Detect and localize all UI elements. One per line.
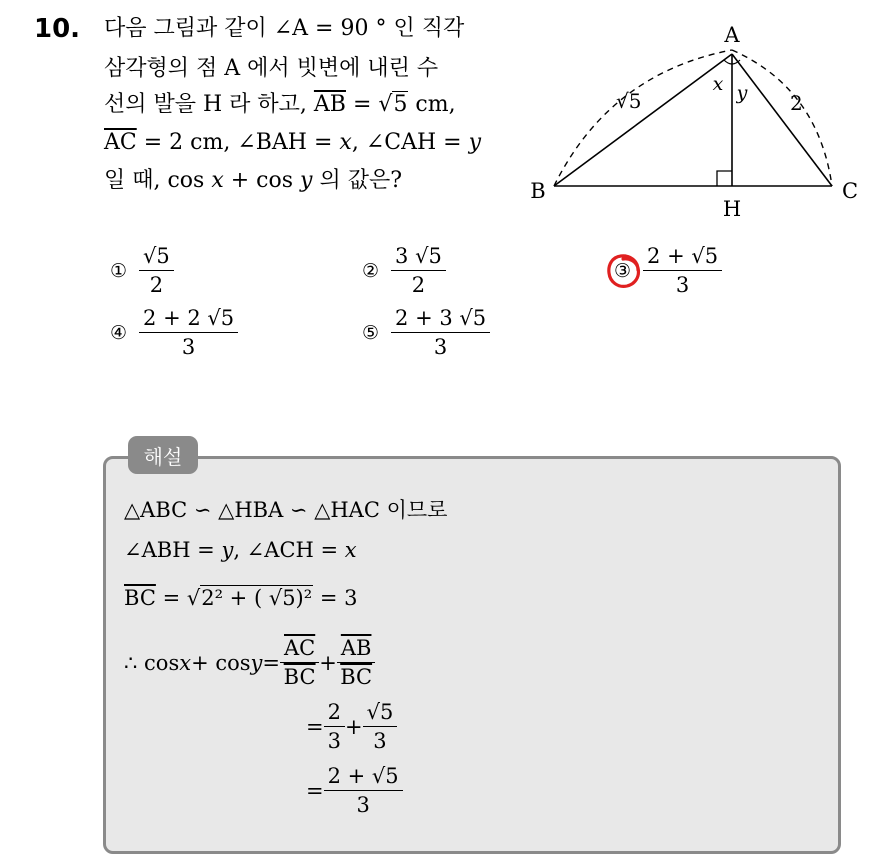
choice-5[interactable]: [362, 306, 490, 359]
solution-line-4: ∴ cos x + cos y = $\frac{\overline{AC}}{BC}$ + $\frac{\overline{AB}}{BC}$: [124, 636, 375, 689]
choice-mark: ④: [110, 321, 128, 344]
solution-line-6: = $\frac{2 + √5}{3}$: [306, 764, 403, 817]
question-line-1: 다음 그림과 같이 ∠A = 90 ° 인 직각: [104, 16, 465, 41]
selected-circle-mark: [605, 252, 645, 292]
angle-y-label: y: [736, 82, 748, 104]
choice-value: $\frac{3 √5}{2}$: [391, 244, 446, 297]
right-angle-mark: [717, 171, 732, 186]
triangle-figure: [520, 18, 870, 223]
question-line-2: 삼각형의 점 A 에서 빗변에 내린 수: [104, 56, 439, 81]
choice-3[interactable]: [614, 244, 722, 297]
solution-line-1: △ABC ∽ △HBA ∽ △HAC 이므로: [124, 498, 448, 522]
fraction-root5-3: $\frac{√5}{3}$: [363, 700, 398, 753]
question-line-4: $\overline{AC} = 2$ cm, ∠BAH = x, ∠CAH = y: [104, 130, 482, 155]
choice-value: $\frac{2 + 2 √5}{3}$: [139, 306, 238, 359]
fraction-ac-bc: $\frac{\overline{AC}}{BC}$: [280, 636, 319, 689]
angle-x-label: x: [712, 73, 724, 95]
side-ac: [732, 54, 832, 186]
side-ac-label: 2: [790, 91, 803, 115]
choice-1[interactable]: [110, 244, 174, 297]
choice-value: $\frac{2 + √5}{3}$: [643, 244, 722, 297]
choice-value: $\frac{√5}{2}$: [139, 244, 174, 297]
vertex-b: B: [530, 179, 546, 203]
vertex-a: A: [724, 23, 740, 47]
question-line-5: 일 때, cos x + cos y 의 값은?: [104, 168, 403, 193]
fraction-ab-bc: $\frac{\overline{AB}}{BC}$: [337, 636, 376, 689]
fraction-final: $\frac{2 + √5}{3}$: [324, 764, 403, 817]
foot-h: H: [722, 197, 742, 221]
side-ab-label: √5: [616, 89, 642, 113]
choice-mark: ⑤: [362, 321, 380, 344]
solution-line-5: = $\frac{2}{3}$ + $\frac{√5}{3}$: [306, 700, 397, 753]
choice-mark: ①: [110, 259, 128, 282]
vertex-c: C: [841, 179, 859, 203]
solution-line-2: ∠ABH = y, ∠ACH = x: [124, 538, 357, 562]
question-number: 10.: [34, 14, 81, 44]
choice-mark: ②: [362, 259, 380, 282]
solution-line-3: $\overline{BC} = √2^2$ + ( √5)² = 3: [124, 586, 358, 610]
choice-2[interactable]: [362, 244, 446, 297]
choice-value: $\frac{2 + 3 √5}{3}$: [391, 306, 490, 359]
choice-4[interactable]: [110, 306, 238, 359]
question-line-3: 선의 발을 H 라 하고, $\overline{AB} = √5$ cm,: [104, 92, 456, 117]
fraction-2-3: $\frac{2}{3}$: [324, 700, 345, 753]
solution-tag: 해설: [128, 436, 198, 474]
choice-mark: ③: [614, 260, 631, 282]
side-ab: [554, 54, 732, 186]
